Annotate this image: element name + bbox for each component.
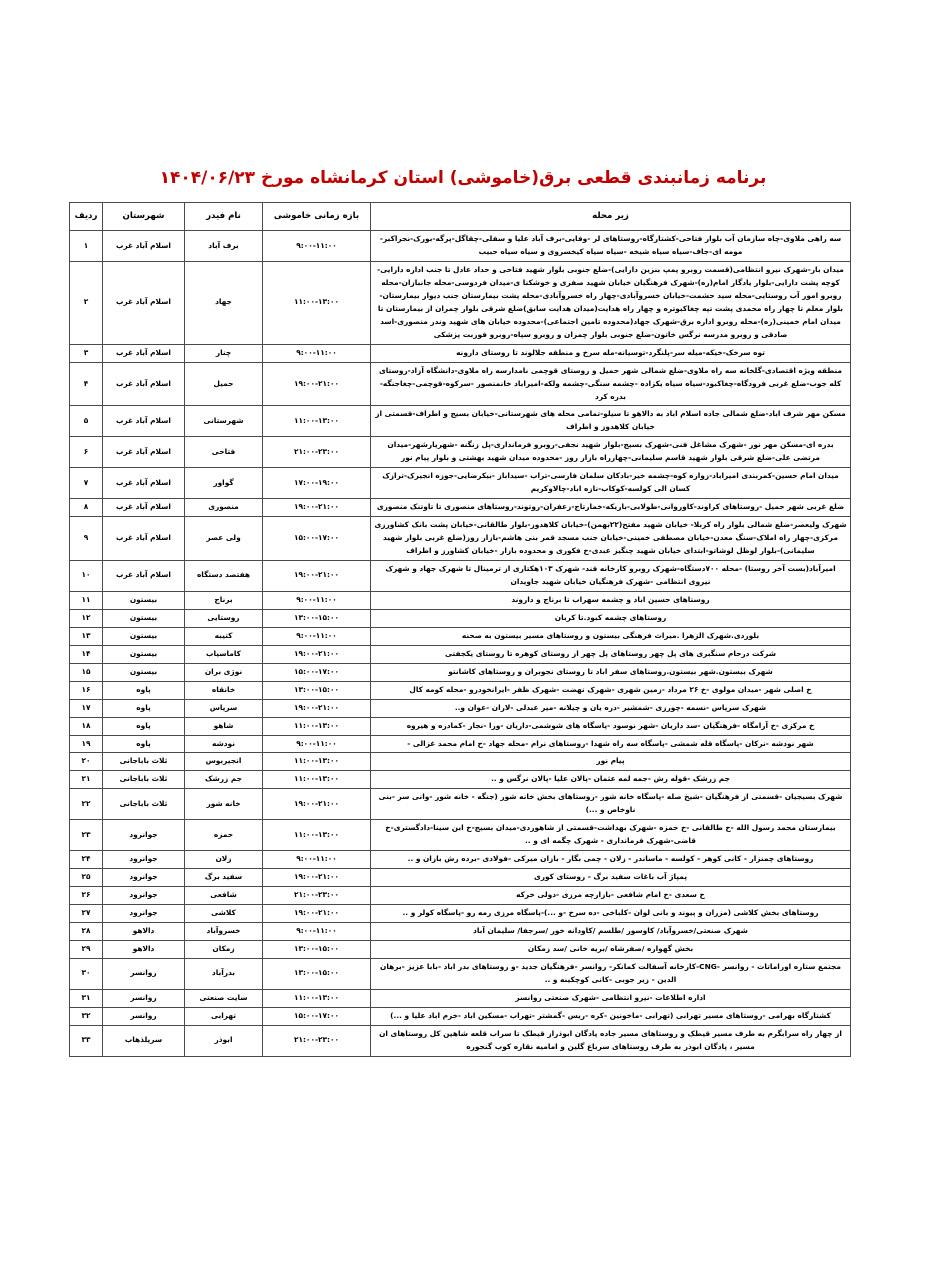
cell-feeder: خانه شور	[185, 789, 263, 820]
cell-radif: ۱۸	[70, 717, 103, 735]
cell-area: کشتارگاه بهرامی -روستاهای مسیر تهرابی (تهرابی -ماخونین -کره -ریس -گمشتر -تهراب -مسکین اباد -خرم اباد علیا و ...)	[371, 1007, 851, 1025]
cell-city: جوانرود	[103, 887, 185, 905]
cell-feeder: چنار	[185, 344, 263, 362]
table-row	[70, 406, 851, 437]
cell-feeder: شافعی	[185, 887, 263, 905]
cell-radif: ۱۰	[70, 561, 103, 592]
cell-city: جوانرود	[103, 851, 185, 869]
cell-city: سرپلذهاب	[103, 1025, 185, 1056]
cell-area: پمپاژ آب باغات سفید برگ - روستای کوری	[371, 869, 851, 887]
cell-radif: ۲۹	[70, 940, 103, 958]
cell-radif: ۳۱	[70, 989, 103, 1007]
cell-feeder: حمزه	[185, 820, 263, 851]
cell-time: ۱۱:۰۰-۱۳:۰۰	[263, 820, 371, 851]
cell-city: اسلام آباد غرب	[103, 468, 185, 499]
cell-area: از چهار راه سرابگرم به طرف مسیر قیطک و روستاهای مسیر جاده پادگان ابوذراز قیطک تا سراب قلعه شاهین کل روستاهای ان مسیر ، پادگان ابوذر به طرف روستاهای سرباغ گلین و امامیه نقاره کوب گنجوره	[371, 1025, 851, 1056]
column-header-area: زیر محله	[371, 203, 851, 231]
cell-city: بیستون	[103, 627, 185, 645]
table-row	[70, 468, 851, 499]
cell-time: ۱۱:۰۰-۱۳:۰۰	[263, 406, 371, 437]
cell-city: اسلام آباد غرب	[103, 561, 185, 592]
cell-radif: ۲۳	[70, 820, 103, 851]
cell-feeder: خسروآباد	[185, 923, 263, 941]
cell-city: پاوه	[103, 735, 185, 753]
cell-radif: ۱۵	[70, 663, 103, 681]
cell-time: ۲۱:۰۰-۲۳:۰۰	[263, 437, 371, 468]
cell-radif: ۱۴	[70, 645, 103, 663]
cell-time: ۱۱:۰۰-۱۳:۰۰	[263, 753, 371, 771]
cell-time: ۱۵:۰۰-۱۷:۰۰	[263, 663, 371, 681]
cell-city: پاوه	[103, 699, 185, 717]
cell-feeder: تهرابی	[185, 1007, 263, 1025]
cell-city: بیستون	[103, 663, 185, 681]
cell-area: امیرآباد(بست آخر روستا) -محله ۷۰۰دستگاه-شهرک روبرو کارخانه قند- شهرک ۱۰۳هکتاری از ترمینال تا شهرک جهاد و شهرک نیروی انتظامی -شهرک فرهنگیان خیابان شهید جاویدان	[371, 561, 851, 592]
table-row	[70, 905, 851, 923]
cell-time: ۱۱:۰۰-۱۳:۰۰	[263, 717, 371, 735]
cell-area: شهرک بسیجیان -قسمتی از فرهنگیان -شیخ صله -پاسگاه خانه شور -روستاهای بخش خانه شور (جنگه - خانه شور -وانی سر -بنی ناوخاص و ...)	[371, 789, 851, 820]
table-row	[70, 261, 851, 344]
cell-time: ۱۷:۰۰-۱۹:۰۰	[263, 468, 371, 499]
cell-time: ۱۹:۰۰-۲۱:۰۰	[263, 362, 371, 406]
cell-city: ثلاث باباجانی	[103, 771, 185, 789]
cell-time: ۱۳:۰۰-۱۵:۰۰	[263, 681, 371, 699]
cell-time: ۱۳:۰۰-۱۵:۰۰	[263, 958, 371, 989]
cell-area: شرکت درحام سنگبری های پل چهر روستاهای پل چهر از روستای کوهره تا روستای یکجفتی	[371, 645, 851, 663]
cell-feeder: گواور	[185, 468, 263, 499]
cell-feeder: ولی عصر	[185, 517, 263, 561]
cell-area: بخش گهواره /صفرشاه /بریه خانی /سد زمکان	[371, 940, 851, 958]
table-row	[70, 771, 851, 789]
cell-city: اسلام آباد غرب	[103, 437, 185, 468]
cell-area: بدره ای-مسکن مهر نور -شهرک مشاغل فنی-شهرک بسیج-بلوار شهید نجفی-روبرو فرمانداری-پل زنگنه -شهریارشهر-میدان مرتضی علی-ضلع شرقی بلوار شهید قاسم سلیمانی-چهارراه بازار روز -محدوده میدان شهید بهشتی و بلوار پیام نور	[371, 437, 851, 468]
cell-city: اسلام آباد غرب	[103, 231, 185, 262]
cell-radif: ۳۰	[70, 958, 103, 989]
table-row	[70, 681, 851, 699]
cell-area: پیام نور	[371, 753, 851, 771]
cell-time: ۱۳:۰۰-۱۵:۰۰	[263, 609, 371, 627]
cell-feeder: سایت صنعتی	[185, 989, 263, 1007]
table-header-row	[70, 203, 851, 231]
cell-area: جم زرشک -قوله رش -جمه لمه عثمان -پالان علیا -پالان نرگس و ..	[371, 771, 851, 789]
cell-radif: ۳	[70, 344, 103, 362]
table-row	[70, 699, 851, 717]
cell-area: شهر نودشه -نرکان -پاسگاه قله شمشی -پاسگاه سه راه شهدا -روستاهای نرام -محله جهاد -خ امام محمد غزالی -	[371, 735, 851, 753]
cell-time: ۱۹:۰۰-۲۱:۰۰	[263, 869, 371, 887]
cell-radif: ۱۶	[70, 681, 103, 699]
column-header-feeder: نام فیدر	[185, 203, 263, 231]
cell-city: دالاهو	[103, 923, 185, 941]
cell-time: ۱۵:۰۰-۱۷:۰۰	[263, 1007, 371, 1025]
cell-city: بیستون	[103, 645, 185, 663]
cell-city: ثلاث باباجانی	[103, 789, 185, 820]
cell-feeder: حمیل	[185, 362, 263, 406]
cell-area: خ سعدی -خ امام شافعی -بازارچه مرزی -دولی خرکه	[371, 887, 851, 905]
cell-city: جوانرود	[103, 869, 185, 887]
cell-radif: ۹	[70, 517, 103, 561]
table-row	[70, 851, 851, 869]
cell-area: ضلع غربی شهر حمیل -روستاهای کراوند-کاوروانی-طولابی-باریکه-خمارتاج-زعفران-روتوند-روستاهای منصوری تا تاوتنک منصوری	[371, 499, 851, 517]
cell-radif: ۲۸	[70, 923, 103, 941]
cell-time: ۹:۰۰-۱۱:۰۰	[263, 231, 371, 262]
cell-feeder: فتاحی	[185, 437, 263, 468]
table-row	[70, 753, 851, 771]
cell-feeder: شاهو	[185, 717, 263, 735]
cell-time: ۹:۰۰-۱۱:۰۰	[263, 735, 371, 753]
cell-time: ۱۹:۰۰-۲۱:۰۰	[263, 789, 371, 820]
cell-city: جوانرود	[103, 905, 185, 923]
cell-radif: ۲۶	[70, 887, 103, 905]
table-row	[70, 609, 851, 627]
cell-feeder: سرپاس	[185, 699, 263, 717]
cell-feeder: برناج	[185, 591, 263, 609]
cell-area: خ مرکزی -خ آرامگاه -فرهنگیان -سد داریان -شهر نوسود -پاسگاه های شوشمی-داریان -ورا -نجار -کمادره و هیروه	[371, 717, 851, 735]
cell-feeder: بدرآباد	[185, 958, 263, 989]
cell-radif: ۲	[70, 261, 103, 344]
table-row	[70, 717, 851, 735]
cell-radif: ۳۳	[70, 1025, 103, 1056]
table-row	[70, 344, 851, 362]
cell-area: شهرک بیستون.شهر بیستون.روستاهای سفر اباد تا روستای نجوبران و روستاهای کاشانتو	[371, 663, 851, 681]
cell-feeder: زلان	[185, 851, 263, 869]
cell-city: جوانرود	[103, 820, 185, 851]
cell-feeder: روستایی	[185, 609, 263, 627]
page-title: برنامه زمانبندی قطعی برق(خاموشی) استان کرمانشاه مورخ ۱۴۰۴/۰۶/۲۳	[159, 168, 767, 188]
table-row	[70, 231, 851, 262]
cell-radif: ۲۷	[70, 905, 103, 923]
cell-radif: ۵	[70, 406, 103, 437]
table-row	[70, 591, 851, 609]
table-row	[70, 362, 851, 406]
cell-feeder: خانقاه	[185, 681, 263, 699]
cell-area: روستاهای حسین اباد و چشمه سهراب تا برناج و داروند	[371, 591, 851, 609]
cell-radif: ۲۵	[70, 869, 103, 887]
column-header-time: بازه زمانی خاموشی	[263, 203, 371, 231]
cell-feeder: زمکان	[185, 940, 263, 958]
cell-area: بیمارستان محمد رسول الله -خ طالقانی -خ حمزه -شهرک بهداشت-قسمتی از شاهوردی-میدان بسیج-خ ابن سینا-دادگستری-خ قاضی-شهرک فرمانداری - شهرک چگمه ای و ..	[371, 820, 851, 851]
table-row	[70, 989, 851, 1007]
table-row	[70, 663, 851, 681]
cell-city: اسلام آباد غرب	[103, 406, 185, 437]
cell-city: روانسر	[103, 1007, 185, 1025]
cell-radif: ۱۳	[70, 627, 103, 645]
cell-city: اسلام آباد غرب	[103, 499, 185, 517]
cell-radif: ۱۱	[70, 591, 103, 609]
table-row	[70, 940, 851, 958]
cell-time: ۱۹:۰۰-۲۱:۰۰	[263, 499, 371, 517]
cell-time: ۲۱:۰۰-۲۳:۰۰	[263, 1025, 371, 1056]
cell-area: روستاهای چشمه کبود.تا کربان	[371, 609, 851, 627]
cell-time: ۹:۰۰-۱۱:۰۰	[263, 591, 371, 609]
cell-feeder: برف آباد	[185, 231, 263, 262]
cell-feeder: منصوری	[185, 499, 263, 517]
cell-feeder: شهرستانی	[185, 406, 263, 437]
cell-feeder: نودشه	[185, 735, 263, 753]
column-header-radif: ردیف	[70, 203, 103, 231]
cell-city: روانسر	[103, 989, 185, 1007]
cell-time: ۹:۰۰-۱۱:۰۰	[263, 344, 371, 362]
cell-area: بلوردی.شهرک الزهرا .میراث فرهنگی بیستون و روستاهای مسیر بیستون به صحنه	[371, 627, 851, 645]
cell-feeder: هفتصد دستگاه	[185, 561, 263, 592]
cell-feeder: جهاد	[185, 261, 263, 344]
table-row	[70, 789, 851, 820]
cell-city: اسلام آباد غرب	[103, 261, 185, 344]
cell-time: ۲۱:۰۰-۲۳:۰۰	[263, 887, 371, 905]
cell-city: دالاهو	[103, 940, 185, 958]
cell-city: پاوه	[103, 717, 185, 735]
cell-area: مجتمع ستاره اوراماتات - روانسر -CNG-کارخانه آسفالت کمانکر- روانسر -فرهنگیان جدید -و روستاهای بدر اباد -بابا عزیز -برهان الدین - زیر جوبی -کانی کوچکینه و ..	[371, 958, 851, 989]
table-row	[70, 735, 851, 753]
cell-area: سه راهی ملاوی-چاه سازمان آب بلوار فتاحی-کشتارگاه-روستاهای لر -وفایی-برف آباد علیا و سفلی-چقاگل-پرگه-بورک-نجراکبر-مومه ای-جاف-سیاه سیاه شیخه -سیاه سیاه کیخسروی و سیاه سیاه حبیب	[371, 231, 851, 262]
cell-radif: ۳۲	[70, 1007, 103, 1025]
table-row	[70, 561, 851, 592]
cell-area: منطقه ویژه اقتصادی-گلخانه سه راه ملاوی-ضلع شمالی شهر حمیل و روستای قوچمی نامدارسه راه ملاوی-دانشگاه آزاد-روستای کله جوب-ضلع غربی فرودگاه-چغاکبود-سیاه سیاه یکزاده -چشمه سنگی-چشمه ولکه-امیراباد خانمنصور -سرکوه-قوچمی-چغاجنگه-بدره کرد	[371, 362, 851, 406]
cell-time: ۱۳:۰۰-۱۵:۰۰	[263, 940, 371, 958]
column-header-city: شهرستان	[103, 203, 185, 231]
cell-area: خ اصلی شهر -میدان مولوی -خ ۲۶ مرداد -زمین شهری -شهرک نهضت -شهرک ظفر -ایرانخودرو -محله کومه کال	[371, 681, 851, 699]
cell-city: بیستون	[103, 591, 185, 609]
cell-time: ۱۱:۰۰-۱۳:۰۰	[263, 989, 371, 1007]
cell-radif: ۲۴	[70, 851, 103, 869]
cell-radif: ۱	[70, 231, 103, 262]
table-row	[70, 887, 851, 905]
cell-time: ۱۹:۰۰-۲۱:۰۰	[263, 905, 371, 923]
cell-feeder: کتیبه	[185, 627, 263, 645]
cell-area: شهرک صنعتی/خسروآباد/ کاوسور /طلسم /کاودانه خور /سرجفا/ سلیمان آباد	[371, 923, 851, 941]
cell-area: مسکن مهر شرف اباد-ضلع شمالی جاده اسلام اباد به دالاهو تا سیلو-تمامی محله های شهرستانی-خیابان بسیج و اطراف-قسمتی از خیابان کلاهدوز و اطراف	[371, 406, 851, 437]
cell-area: میدان امام حسین-کمربندی امیراباد-زواره کوه-چشمه خیر-بادکان سلمان فارسی-تراب -سیداباز -بیکرضایی-جوزه انجیرک-ترازک کسان الی کولسه-کوکاب-نازه اباد-چالاوکریم	[371, 468, 851, 499]
cell-area: شهرک ولیعصر-ضلع شمالی بلوار راه کربلا- خیابان شهید مفتح(۲۲بهمن)-خیابان کلاهدوز-بلوار طالقانی-خیابان پشت بانک کشاورزی مرکزی-چهار راه املاک-سنگ معدن-خیابان مصطفی خمینی-خیابان جنب مسجد قمر بنی هاشم-بازار روز(ضلع غربی بلوار شهید سلیمانی)-بلوار لوظل لوشاتو-ابتدای خیابان شهید چنگیز عبدی-خ فکوری و محدوده بازار -خیابان کشاورز و اطراف	[371, 517, 851, 561]
cell-city: پاوه	[103, 681, 185, 699]
cell-feeder: جم زرشک	[185, 771, 263, 789]
cell-feeder: کلاشی	[185, 905, 263, 923]
outage-schedule-table	[69, 202, 851, 1057]
cell-time: ۱۵:۰۰-۱۷:۰۰	[263, 517, 371, 561]
cell-time: ۱۱:۰۰-۱۳:۰۰	[263, 771, 371, 789]
cell-area: شهرک سرپاس -نسمه -چورزی -شمشیر -دره یان و چیلانه -میر عبدلی -لاران -عوان و..	[371, 699, 851, 717]
cell-time: ۹:۰۰-۱۱:۰۰	[263, 627, 371, 645]
cell-city: روانسر	[103, 958, 185, 989]
cell-radif: ۷	[70, 468, 103, 499]
table-body	[70, 231, 851, 1057]
cell-feeder: سفید برگ	[185, 869, 263, 887]
cell-radif: ۲۱	[70, 771, 103, 789]
cell-feeder: انجیربوس	[185, 753, 263, 771]
table-header	[70, 203, 851, 231]
cell-area: توه سرخک-خیکه-میله سر-پلنگرد-توسیانه-مله سرخ و منطقه جلالوند تا روستای دارونه	[371, 344, 851, 362]
cell-radif: ۱۹	[70, 735, 103, 753]
table-row	[70, 923, 851, 941]
cell-radif: ۱۲	[70, 609, 103, 627]
cell-radif: ۲۲	[70, 789, 103, 820]
cell-radif: ۴	[70, 362, 103, 406]
cell-area: اداره اطلاعات -نیرو انتظامی -شهرک صنعتی روانسر	[371, 989, 851, 1007]
cell-time: ۱۹:۰۰-۲۱:۰۰	[263, 699, 371, 717]
table-row	[70, 820, 851, 851]
table-row	[70, 627, 851, 645]
cell-area: روستاهای بخش کلاشی (مزران و پیوند و بانی لوان -کلباخی -ده سرخ -و ...)-پاسگاه مرزی رمه رو -پاسگاه کولر و ..	[371, 905, 851, 923]
table-row	[70, 499, 851, 517]
cell-time: ۹:۰۰-۱۱:۰۰	[263, 923, 371, 941]
cell-area: میدان بار-شهرک نیرو انتظامی(قسمت روبرو پمپ بنزین دارایی)-ضلع جنوبی بلوار شهید فتاحی و حداد عادل تا جنب اداره دارایی-کوچه پشت دارایی-بلوار یادگار امام(ره)-شهرک فرهنگیان خیابان شهید صفری و خوشکنا ی-میدان فردوسی-محله جانبازان-محله روبرو امور آب روستایی-محله سید حشمت-خیابان خسروآبادی-چهار راه خسروآبادی-محله پشت بیمارستان جنب دیوار بیمارستان-بلوار معلم تا چهار راه محمدی پشت تپه چغاکبوتره و چهار راه هدایت(میدان هدایت سابق)ضلع شرقی بلوار چمران از بیمارستان تا میدان امام خمینی(ره)-محله روبرو اداره برق-شهرک جهاد(محدوده تامین اجتماعی)-محدوده خیابان های شهید وندر منصوری-اسد صادقی و روبرو مدرسه نرگس خاتون-ضلع جنوبی بلوار چمران و روبرو سپاه-روبرو فوربت پزشکی	[371, 261, 851, 344]
cell-feeder: نوژی بران	[185, 663, 263, 681]
table-row	[70, 517, 851, 561]
cell-city: ثلاث باباجانی	[103, 753, 185, 771]
table-row	[70, 958, 851, 989]
cell-city: اسلام آباد غرب	[103, 362, 185, 406]
cell-feeder: ابوذر	[185, 1025, 263, 1056]
table-row	[70, 1025, 851, 1056]
cell-time: ۱۱:۰۰-۱۳:۰۰	[263, 261, 371, 344]
table-row	[70, 869, 851, 887]
cell-city: اسلام آباد غرب	[103, 344, 185, 362]
cell-area: روستاهای چمنزار - کانی کوهر - کولسه - ماساندر - زلان - چمی بگار - بازان میرکی -فولادی -برده رش بازان و ..	[371, 851, 851, 869]
table-row	[70, 645, 851, 663]
cell-city: اسلام آباد غرب	[103, 517, 185, 561]
cell-time: ۹:۰۰-۱۱:۰۰	[263, 851, 371, 869]
cell-radif: ۱۷	[70, 699, 103, 717]
cell-feeder: کاماسیاب	[185, 645, 263, 663]
table-row	[70, 437, 851, 468]
cell-radif: ۸	[70, 499, 103, 517]
cell-time: ۱۹:۰۰-۲۱:۰۰	[263, 645, 371, 663]
cell-radif: ۶	[70, 437, 103, 468]
cell-time: ۱۹:۰۰-۲۱:۰۰	[263, 561, 371, 592]
cell-city: بیستون	[103, 609, 185, 627]
cell-radif: ۲۰	[70, 753, 103, 771]
table-row	[70, 1007, 851, 1025]
